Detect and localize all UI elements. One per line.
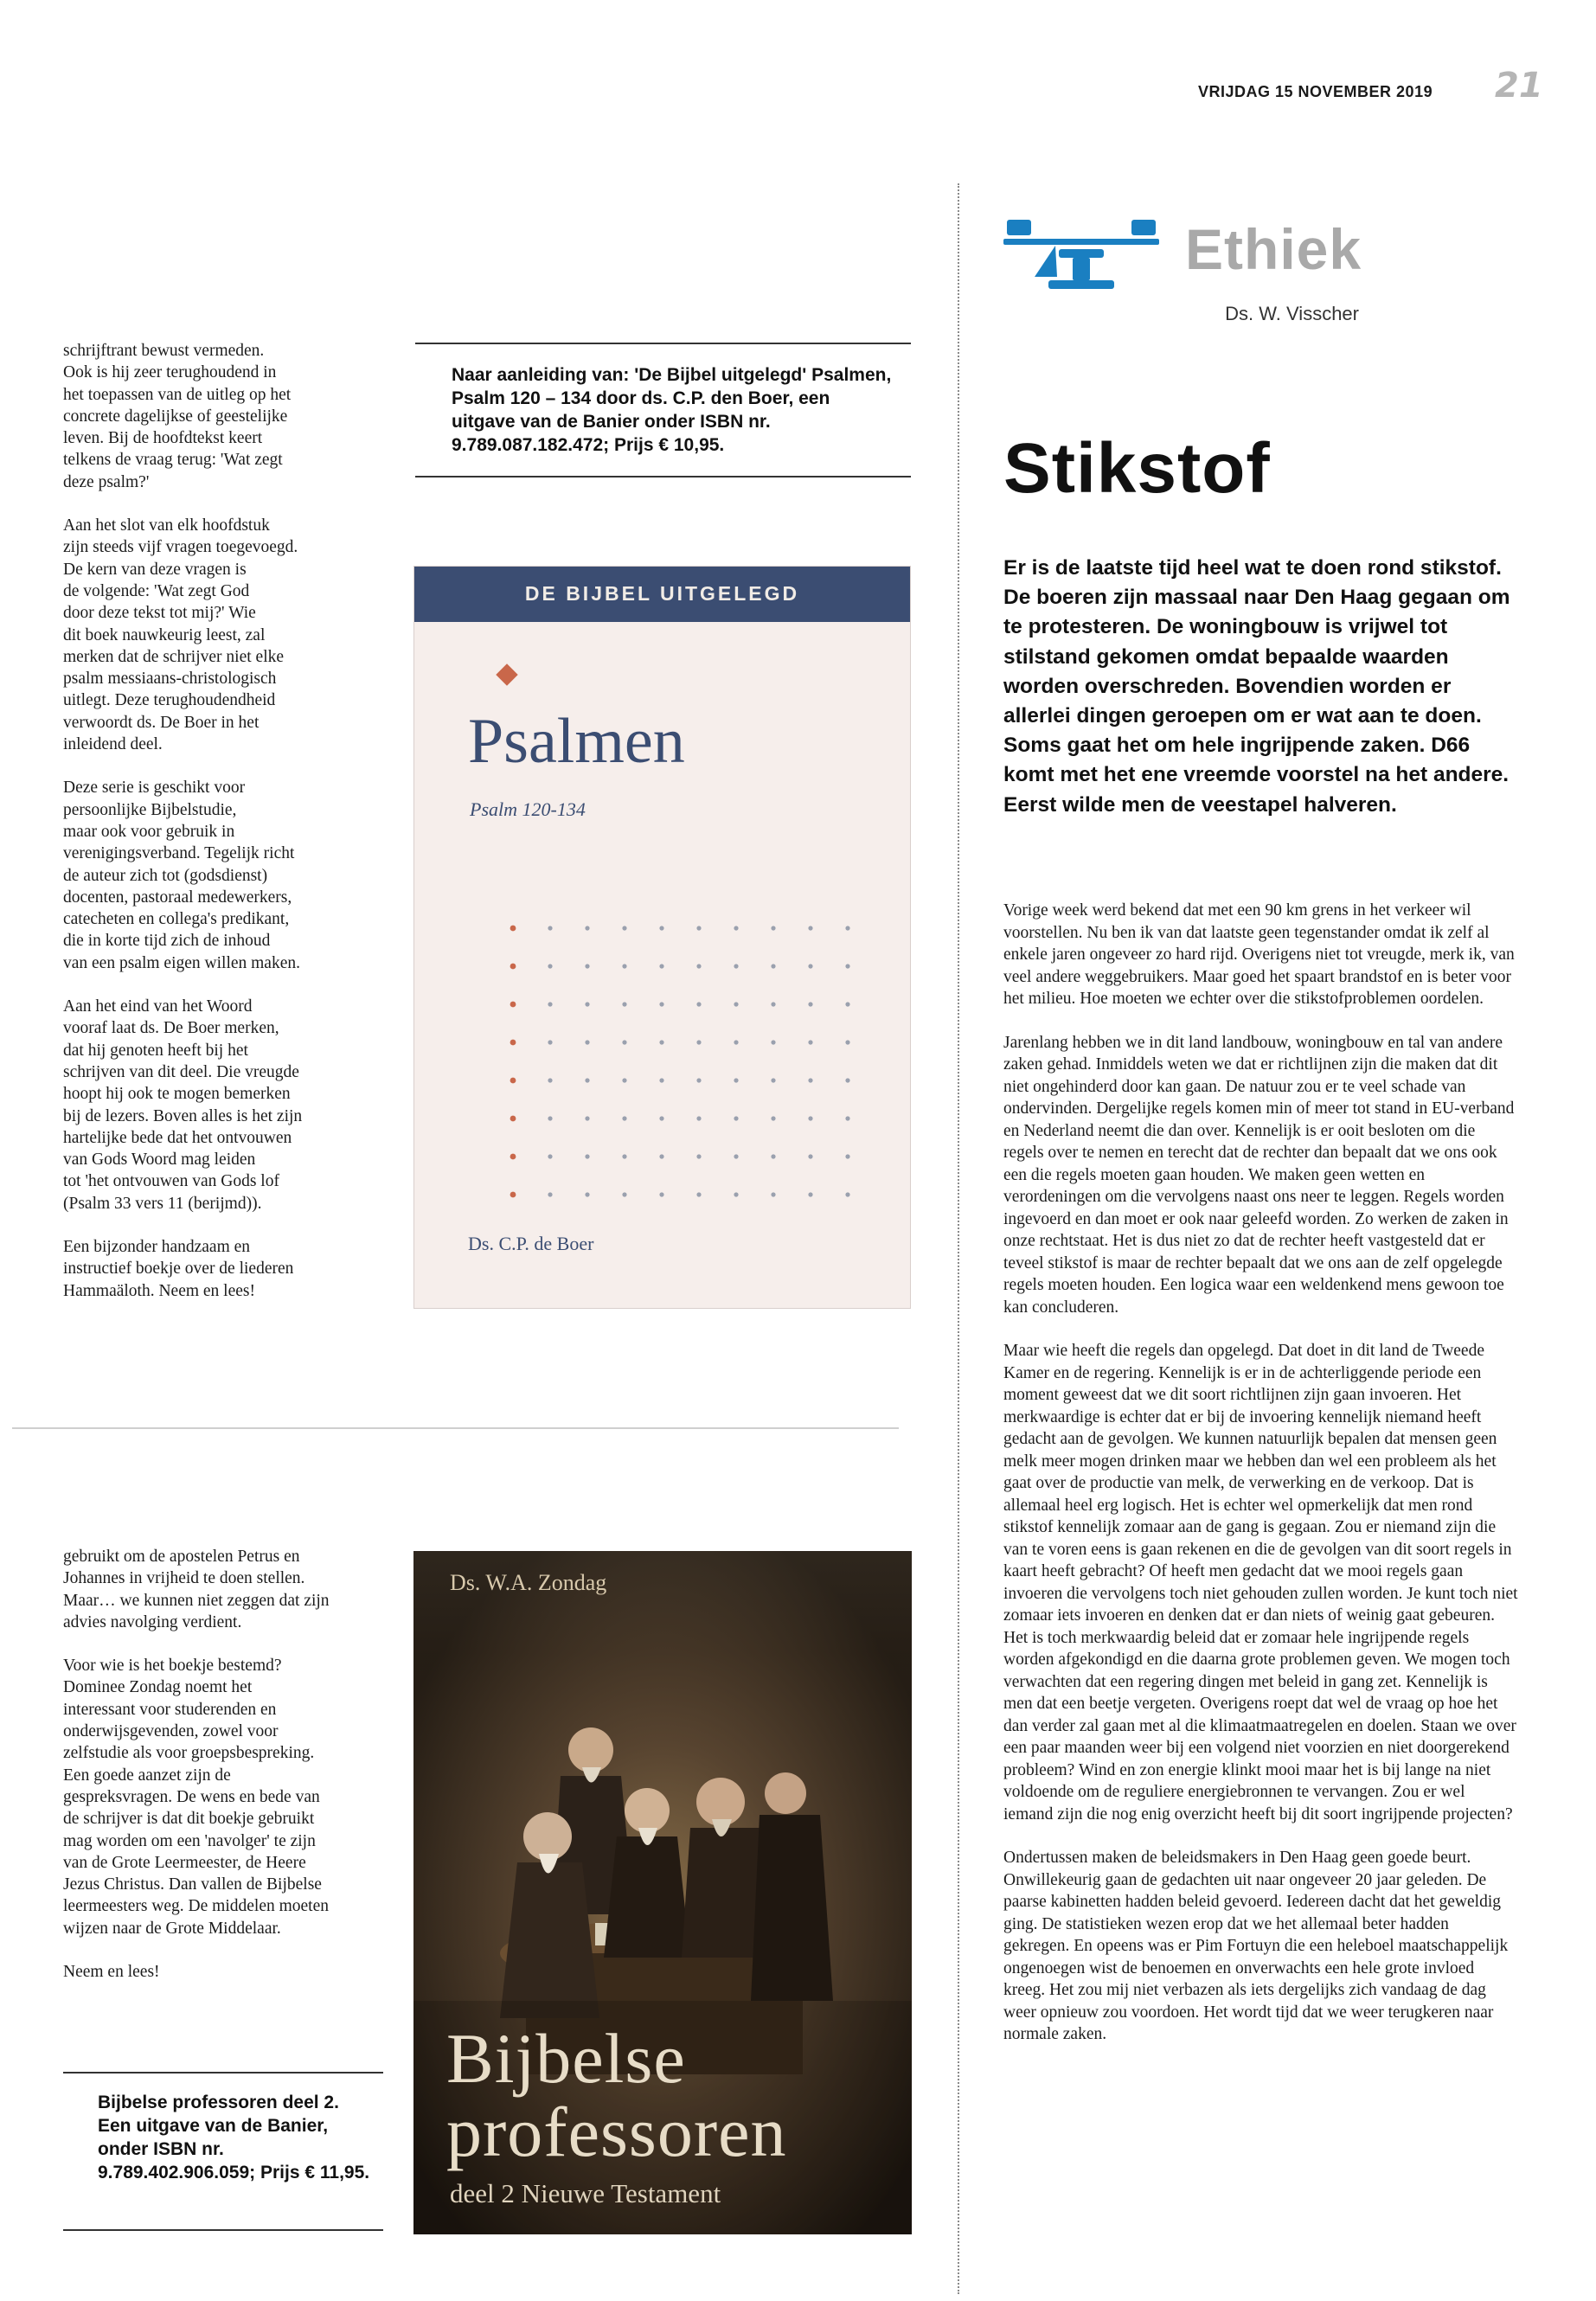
cover-dot — [808, 1192, 812, 1196]
cover-dot — [548, 1040, 552, 1044]
professoren-info-text: Bijbelse professoren deel 2. Een uitgave van de Banier, onder ISBN nr. 9.789.402.906.059; Prijs € 11,95. — [98, 2093, 370, 2182]
cover-dot — [585, 1040, 589, 1044]
cover-subtitle: Psalm 120-134 — [470, 798, 586, 820]
cover-dot — [771, 926, 775, 930]
cover-dot — [510, 1116, 516, 1122]
cover-dot-grid — [508, 923, 854, 1226]
cover-dot — [734, 1002, 738, 1006]
cover-dot — [696, 1078, 701, 1082]
cover-dot — [659, 1154, 663, 1158]
cover-dot — [548, 926, 552, 930]
cover-dot — [510, 1192, 516, 1198]
cover-dot — [845, 926, 849, 930]
cover-dot — [510, 1078, 516, 1084]
cover-dot — [808, 1078, 812, 1082]
cover-dot — [734, 1040, 738, 1044]
cover-dot — [696, 1154, 701, 1158]
cover-dot — [808, 926, 812, 930]
cover-dot — [510, 926, 516, 932]
cover-dot — [622, 1040, 626, 1044]
paragraph: Neem en lees! — [63, 1963, 160, 1982]
cover-dot — [696, 1116, 701, 1120]
article-title: Stikstof — [1003, 429, 1271, 508]
professoren-book-cover — [413, 1551, 912, 2234]
header-date: VRIJDAG 15 NOVEMBER 2019 — [1198, 83, 1433, 100]
cover-dot — [585, 1078, 589, 1082]
cover-dot — [845, 1154, 849, 1158]
cover-dot — [659, 1002, 663, 1006]
cover-dot — [548, 1116, 552, 1120]
cover-dot — [622, 926, 626, 930]
cover-dot — [659, 1192, 663, 1196]
section-divider — [12, 1427, 899, 1429]
article-lead: Er is de laatste tijd heel wat te doen rond stikstof. De boeren zijn massaal naar Den Haag gegaan om te protesteren. De woningbouw is vrijwel tot stilstand gekomen omdat bepaalde waarden worden overschreden. Bovendien worden er allerlei dingen geroepen om er wat aan te doen. Soms gaat het om hele ingrijpende zaken. D66 komt met het ene vreemde voorstel na het andere. Eerst wilde men de veestapel halveren. — [1003, 556, 1510, 817]
cover-dot — [696, 1040, 701, 1044]
cover-dot — [622, 1154, 626, 1158]
cover-dot — [808, 964, 812, 968]
article-paragraph: Jarenlang hebben we in dit land landbouw, woningbouw en tal van andere zaken gehad. Inmiddels weten we dat er richtlijnen zijn die maken dat dit niet ongehinderd door kan gaan. De natuur zou er te veel schade van ondervinden. Dergelijke regels komen min of meer tot stand in EU-verband en Nederland neemt die dan over. Kennelijk is er ooit besloten om die regels over te nemen en terecht dat de rechter dan bepaalt dat we ons ook een die regels moeten gaan houden. We maken geen wetten en verordeningen om die vervolgens naast ons neer te leggen. Regels worden ingevoerd en dan moet er ook naar geleefd worden. Zo werken de zaken in onze rechtstaat. Het is dus niet zo dat de rechter heeft vastgesteld dat er teveel stikstof is maar de rechter bepaalt dat we ons aan de zelf opgelegde regels moeten houden. Een logica waar een weldenkend mens gewoon toe kan concluderen. — [1003, 1033, 1515, 1317]
cover-dot — [845, 964, 849, 968]
cover-author: Ds. C.P. de Boer — [468, 1233, 594, 1254]
psalmen-book-cover — [413, 566, 911, 1309]
cover-dot — [771, 1116, 775, 1120]
cover-dot — [845, 1192, 849, 1196]
professoren-book-info — [63, 2072, 383, 2231]
cover-dot — [548, 1078, 552, 1082]
cover-dot — [771, 1078, 775, 1082]
paragraph: Voor wie is het boekje bestemd? Dominee Zondag noemt het interessant voor studerenden en onderwijsgevenden, zowel voor zelfstudie als voor groepsbespreking. Een goede aanzet zijn de gespreksvragen. De wens en bede van de schrijver is dat dit boekje gebruikt mag worden om een 'navolger' te zijn van de Grote Leermeester, de Heere Jezus Christus. Dan vallen de Bijbelse leermeesters weg. De middelen moeten wijzen naar de Grote Middelaar. — [63, 1657, 330, 1938]
article-paragraph: Ondertussen maken de beleidsmakers in Den Haag geen goede beurt. Onwillekeurig gaan de gedachten uit naar ongeveer 20 jaar geleden. De paarse kabinetten hadden beleid gevoerd. Iedereen dacht dat het geweldig ging. De statistieken wezen erop dat we het allemaal beter hadden gekregen. En opeens was er Pim Fortuyn die een heleboel maatschappelijk ongenoegen wist de benoemen en onverwachts een hele grote invloed kreeg. Het zou mij niet verbazen als iets dergelijks zich vandaag de dag weer opnieuw zou voordoen. Het wordt tijd dat we weer terugkeren naar normale zaken. — [1003, 1849, 1509, 2043]
cover-dot — [659, 1040, 663, 1044]
scales-icon — [1003, 215, 1159, 291]
paragraph: gebruikt om de apostelen Petrus en Johannes in vrijheid te doen stellen. Maar… we kunnen niet zeggen dat zijn advies navolging verdient. — [63, 1548, 330, 1631]
cover-dot — [548, 1192, 552, 1196]
cover-dot — [585, 926, 589, 930]
cover-author: Ds. W.A. Zondag — [450, 1570, 607, 1595]
psalmen-info-text: Naar aanleiding van: 'De Bijbel uitgelegd' Psalmen, Psalm 120 – 134 door ds. C.P. den Boer, een uitgave van de Banier onder ISBN nr. 9.789.087.182.472; Prijs € 10,95. — [452, 365, 892, 455]
cover-dot — [734, 926, 738, 930]
cover-dot — [548, 1002, 552, 1006]
cover-dot — [696, 1192, 701, 1196]
cover-dot — [622, 1116, 626, 1120]
cover-dot — [585, 1154, 589, 1158]
cover-dot — [548, 964, 552, 968]
author-byline: Ds. W. Visscher — [1225, 303, 1359, 324]
cover-dot — [771, 1002, 775, 1006]
column-divider — [958, 183, 959, 2294]
cover-dot — [771, 1154, 775, 1158]
cover-series-title: DE BIJBEL UITGELEGD — [524, 582, 800, 605]
cover-dot — [510, 964, 516, 970]
cover-dot — [622, 964, 626, 968]
cover-dot — [845, 1002, 849, 1006]
cover-dot — [734, 1116, 738, 1120]
article-paragraph: Vorige week werd bekend dat met een 90 km grens in het verkeer wil voorstellen. Nu ben ik van dat laatste geen tegenstander omdat ik zelf al enkele jaren ongeveer zo hard rijd. Overigens niet tot vreugde, merk ik, van veel andere weggebruikers. Maar goed het spaart brandstof en is beter voor het milieu. Hoe moeten we echter over die stikstofproblemen oordelen. — [1003, 901, 1515, 1008]
paragraph: Een bijzonder handzaam en instructief boekje over de liederen Hammaäloth. Neem en lees! — [63, 1237, 294, 1300]
left-column-text-top — [63, 340, 357, 1324]
cover-dot — [622, 1192, 626, 1196]
article-paragraph: Maar wie heeft die regels dan opgelegd. Dat doet in dit land de Tweede Kamer en de regering. Kennelijk is er in de achterliggende periode een moment geweest dat we dit soort richtlijnen zijn gaan invoeren. Het merkwaardige is echter dat er bij de invoering kennelijk niemand heeft gedacht aan de gevolgen. We kunnen natuurlijk bepalen dat mensen geen melk meer mogen drinken maar we hebben dan wel een probleem als het gaat over de productie van melk, de verwerking en de verkoop. Dat is allemaal heel erg logisch. Het is echter wel opmerkelijk dat men rond stikstof kennelijk zomaar aan de gang is gegaan. Zou er niemand zijn die van te voren eens is gaan rekenen en die de gevolgen van dit soort regels in kaart heeft gebracht? Of heeft men gedacht dat we mooi regels gaan invoeren die vervolgens toch niet gehouden zullen worden. Je kunt toch niet zomaar iets invoeren en denken dat er dan niets of weinig gaat gebeuren. Het is toch merkwaardig beleid dat er zomaar hele ingrijpende regels worden afgekondigd en die daarna grote problemen geven. We mogen toch verwachten dat een regering dingen met beleid in gang zet. Kennelijk is men dat een beetje vergeten. Overigens roept dat wel de vraag op hoe het dan verder zal gaan met al die klimaatmaatregelen en doelen. Staan we over een paar maanden weer bij een volgend niet voorzien en niet doorgerekend probleem? Wind en zon energie klinkt mooi maar het is bij lange na niet voldoende om de reguliere energiebronnen te vervangen. Zou er wel iemand zijn die nog enig overzicht heeft bij dit soort ingrijpende projecten? — [1003, 1342, 1518, 1823]
paragraph: Deze serie is geschikt voor persoonlijke Bijbelstudie, maar ook voor gebruik in verenigingsverband. Tegelijk richt de auteur zich tot (godsdienst) docenten, pastoraal medewerkers, catecheten en collega's predikant, die in korte tijd zich de inhoud van een psalm eigen willen maken. — [63, 779, 300, 972]
cover-dot — [734, 964, 738, 968]
cover-dot — [845, 1116, 849, 1120]
cover-title-line2: professoren — [446, 2093, 787, 2171]
cover-subtitle: deel 2 Nieuwe Testament — [450, 2178, 721, 2208]
cover-dot — [734, 1078, 738, 1082]
cover-dot — [585, 964, 589, 968]
cover-dot — [696, 1002, 701, 1006]
cover-dot — [771, 1040, 775, 1044]
cover-dot — [808, 1116, 812, 1120]
cover-dot — [696, 926, 701, 930]
cover-dot — [808, 1040, 812, 1044]
cover-dot — [771, 964, 775, 968]
cover-dot — [585, 1192, 589, 1196]
cover-dot — [510, 1154, 516, 1160]
paragraph: schrijftrant bewust vermeden. Ook is hij zeer terughoudend in het toepassen van de uitleg op het concrete dagelijkse of geestelijke leven. Bij de hoofdtekst keert telkens de vraag terug: 'Wat zegt deze psalm?' — [63, 342, 292, 491]
cover-dot — [696, 964, 701, 968]
cover-dot — [659, 1116, 663, 1120]
cover-dot — [585, 1002, 589, 1006]
cover-dot — [659, 1078, 663, 1082]
article-body — [1003, 900, 1518, 2067]
cover-dot — [808, 1154, 812, 1158]
paragraph: Aan het slot van elk hoofdstuk zijn steeds vijf vragen toegevoegd. De kern van deze vragen is de volgende: 'Wat zegt God door deze tekst tot mij?' Wie dit boek nauwkeurig leest, zal merken dat de schrijver niet elke psalm messiaans-christologisch uitlegt. Deze terughoudendheid verwoordt ds. De Boer in het inleidend deel. — [63, 516, 298, 754]
cover-dot — [734, 1192, 738, 1196]
section-title: Ethiek — [1185, 217, 1362, 281]
cover-dot — [548, 1154, 552, 1158]
cover-dot — [808, 1002, 812, 1006]
page-number: 21 — [1495, 66, 1543, 106]
cover-dot — [771, 1192, 775, 1196]
cover-dot — [659, 964, 663, 968]
cover-dot — [734, 1154, 738, 1158]
cover-dot — [510, 1040, 516, 1046]
paragraph: Aan het eind van het Woord vooraf laat ds. De Boer merken, dat hij genoten heeft bij het schrijven van dit deel. Die vreugde hoopt hij ook te mogen bemerken bij de lezers. Boven alles is het zijn hartelijke bede dat het ontvouwen van Gods Woord mag leiden tot 'het ontvouwen van Gods lof (Psalm 33 vers 11 (berijmd)). — [63, 997, 303, 1213]
cover-dot — [510, 1002, 516, 1008]
diamond-icon — [496, 663, 517, 685]
psalmen-book-info — [415, 343, 911, 478]
cover-dot — [622, 1078, 626, 1082]
cover-dot — [845, 1078, 849, 1082]
cover-dot — [585, 1116, 589, 1120]
cover-title-line1: Bijbelse — [446, 2019, 686, 2098]
left-column-text-bottom — [63, 1546, 396, 2004]
cover-dot — [659, 926, 663, 930]
cover-title: Psalmen — [468, 706, 685, 777]
cover-dot — [845, 1040, 849, 1044]
cover-dot — [622, 1002, 626, 1006]
